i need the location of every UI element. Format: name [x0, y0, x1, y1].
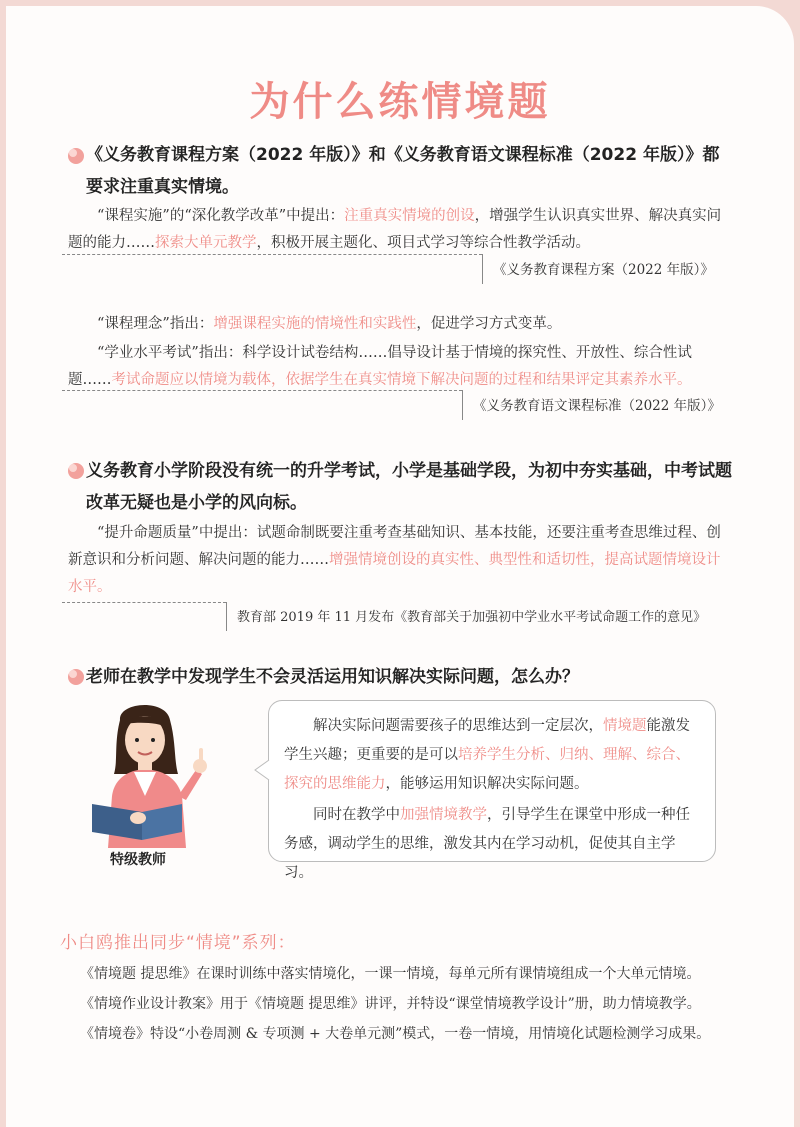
body-text: 同时在教学中 — [313, 807, 400, 823]
body-text: ，能够运用知识解决实际问题。 — [385, 776, 589, 792]
highlighted-text: 考试命题应以情境为载体，依据学生在真实情境下解决问题的过程和结果评定其素养水平。 — [111, 372, 692, 388]
speech-bubble-tail — [254, 758, 270, 782]
body-text: 能激发学生兴趣；更重要的是可以 — [284, 718, 690, 763]
body-text: ，增强学生认识真实世界、解决真实问题的能力…… — [68, 208, 722, 251]
teacher-illustration — [78, 700, 218, 848]
source-citation-1: 《义务教育课程方案（2022 年版）》 — [482, 254, 714, 284]
body-text: 解决实际问题需要孩子的思维达到一定层次， — [313, 718, 603, 734]
body-text: “学业水平考试”指出：科学设计试卷结构……倡导设计基于情境的探究性、开放性、综合性试题…… — [68, 345, 692, 388]
highlighted-text: 增强情境创设的真实性、典型性和适切性，提高试题情境设计水平。 — [68, 552, 721, 595]
section1-paragraph3 — [68, 340, 732, 394]
source-citation-2: 《义务教育语文课程标准（2022 年版）》 — [462, 390, 721, 420]
body-text: ，引导学生在课堂中形成一种任务感，调动学生的思维，激发其内在学习动机，促使其自主学习。 — [284, 807, 690, 881]
section1-paragraph1 — [68, 203, 732, 257]
series-line-3: 《情境卷》特设“小卷周测 & 专项测 + 大卷单元测”模式，一卷一情境，用情境化试题检测学习成果。 — [80, 1026, 711, 1042]
highlighted-text: 情境题 — [603, 718, 647, 734]
series-line-2: 《情境作业设计教案》用于《情境题 提思维》讲评，并特设“课堂情境教学设计”册，助力情境教学。 — [80, 996, 701, 1012]
highlighted-text: 培养学生分析、归纳、理解、综合、探究的思维能力 — [284, 747, 690, 792]
series-line-1: 《情境题 提思维》在课时训练中落实情境化，一课一情境，每单元所有课情境组成一个大单元情境。 — [80, 966, 701, 982]
body-text: “课程理念”指出： — [97, 316, 214, 332]
bullet-icon — [66, 667, 86, 687]
section2-heading: 义务教育小学阶段没有统一的升学考试，小学是基础学段，为初中夯实基础，中考试题改革无疑也是小学的风向标。 — [86, 461, 732, 513]
bubble-paragraph1 — [284, 712, 700, 799]
divider — [62, 602, 226, 603]
bubble-paragraph2 — [284, 801, 700, 888]
section1-heading: 《义务教育课程方案（2022 年版）》和《义务教育语文课程标准（2022 年版）》都要求注重真实情境。 — [86, 145, 720, 197]
source-citation-3: 教育部 2019 年 11 月发布《教育部关于加强初中学业水平考试命题工作的意见》 — [226, 602, 706, 631]
bullet-icon — [66, 146, 86, 166]
series-title: 小白鸥推出同步“情境”系列： — [60, 933, 296, 953]
divider — [62, 254, 482, 255]
highlighted-text: 加强情境教学 — [400, 807, 487, 823]
highlighted-text: 探索大单元教学 — [155, 235, 257, 251]
page-title: 为什么练情境题 — [249, 79, 551, 125]
body-text: “课程实施”的“深化教学改革”中提出： — [97, 208, 345, 224]
divider — [62, 390, 462, 391]
teacher-label: 特级教师 — [110, 852, 166, 868]
highlighted-text: 增强课程实施的情境性和实践性 — [213, 316, 417, 332]
section1-paragraph2 — [68, 311, 732, 338]
body-text: ，促进学习方式变革。 — [416, 316, 562, 332]
bullet-icon — [66, 461, 86, 481]
section2-paragraph1 — [68, 520, 732, 601]
section3-heading: 老师在教学中发现学生不会灵活运用知识解决实际问题，怎么办？ — [86, 667, 579, 687]
body-text: “提升命题质量”中提出：试题命制既要注重考查基础知识、基本技能，还要注重考查思维过程、创新意识和分析问题、解决问题的能力…… — [68, 525, 721, 568]
highlighted-text: 注重真实情境的创设 — [344, 208, 475, 224]
body-text: ，积极开展主题化、项目式学习等综合性教学活动。 — [256, 235, 590, 251]
